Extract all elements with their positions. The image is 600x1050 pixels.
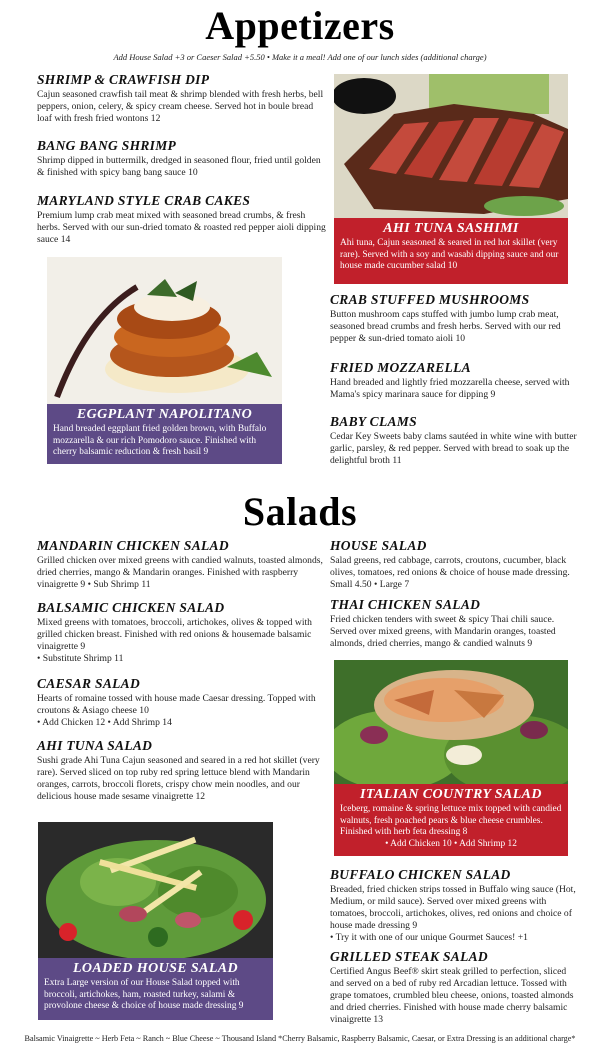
item-desc: Hand breaded and lightly fried mozzarella cheese, served with Mama's spicy marinara sauce for dipping 9: [330, 377, 570, 400]
item-name: BALSAMIC CHICKEN SALAD: [37, 600, 225, 615]
item-desc: Certified Angus Beef® skirt steak grilled to perfection, sliced and served on a bed of ruby red Arcadian lettuce. Tossed with grape tomatoes, crumbled bleu cheese, onions, toasted almonds and dried cherries. Finished with house made cherry balsamic vinaigrette 13: [330, 966, 574, 1025]
eggplant-photo: [47, 257, 282, 404]
item-desc: Hand breaded eggplant fried golden brown, with Buffalo mozzarella & our rich Pomodoro sauce. Finished with cherry balsamic reduction & fresh basil 9: [53, 424, 267, 457]
menu-item: [330, 867, 580, 944]
item-name: AHI TUNA SALAD: [37, 738, 153, 753]
loaded-salad-photo: [38, 822, 273, 958]
item-name: SHRIMP & CRAWFISH DIP: [37, 72, 210, 87]
eggplant-banner: [47, 404, 282, 464]
menu-item: [37, 600, 327, 665]
item-name: MANDARIN CHICKEN SALAD: [37, 538, 229, 553]
item-desc: Sushi grade Ahi Tuna Cajun seasoned and seared in a red hot skillet (very rare). Served sliced on top ruby red spring lettuce blend with Mandarin oranges, carrots, broccoli florets, crispy chow mein noodles, and our delicious house made sesame vinaigrette 12: [37, 755, 320, 802]
item-name: LOADED HOUSE SALAD: [72, 961, 239, 976]
item-addon: • Try it with one of our unique Gourmet Sauces! +1: [330, 932, 528, 943]
item-name: CAESAR SALAD: [37, 676, 141, 691]
item-desc: Hearts of romaine tossed with house made Caesar dressing. Topped with croutons & Asiago cheese 10: [37, 693, 316, 716]
item-desc: Shrimp dipped in buttermilk, dredged in seasoned flour, fried until golden & finished with spicy bang bang sauce 10: [37, 155, 321, 178]
appetizers-heading: Appetizers: [205, 3, 395, 48]
item-desc: Button mushroom caps stuffed with jumbo lump crab meat, seasoned bread crumbs and fresh herbs. Served with our red pepper & sun-dried tomato aioli 10: [330, 309, 561, 344]
item-desc: Mixed greens with tomatoes, broccoli, artichokes, olives & topped with grilled chicken breast. Finished with red onions & housemade balsamic vinaigrette 9: [37, 617, 312, 652]
item-name: HOUSE SALAD: [330, 538, 427, 553]
italian-salad-photo: [334, 660, 568, 784]
menu-item: [37, 193, 327, 246]
italian-salad-banner: [334, 784, 568, 856]
menu-item: [330, 360, 578, 401]
item-name: CRAB STUFFED MUSHROOMS: [330, 292, 530, 307]
loaded-salad-banner: [38, 958, 273, 1020]
ahi-tuna-photo: [334, 74, 568, 218]
menu-item: [330, 538, 578, 591]
item-name: MARYLAND STYLE CRAB CAKES: [37, 193, 251, 208]
item-desc: Ahi tuna, Cajun seasoned & seared in red hot skillet (very rare). Served with a soy and wasabi dipping sauce and our house made cucumber salad 10: [340, 238, 559, 271]
menu-item: [330, 949, 580, 1026]
item-desc: Fried chicken tenders with sweet & spicy Thai chili sauce. Served over mixed greens, with Mandarin oranges, toasted almonds, dried cherries, mango & candied walnuts 9: [330, 614, 556, 649]
item-name: EGGPLANT NAPOLITANO: [76, 407, 253, 422]
item-addon: • Substitute Shrimp 11: [37, 653, 124, 664]
menu-item: [330, 414, 578, 467]
item-desc: Iceberg, romaine & spring lettuce mix topped with candied walnuts, fresh poached pears & blue cheese crumbles. Finished with herb feta dressing 8: [340, 804, 562, 837]
item-desc: Premium lump crab meat mixed with seasoned bread crumbs, & fresh herbs. Served with our sun-dried tomato & roasted red pepper aioli dipping sauce 14: [37, 210, 326, 245]
item-addon: • Add Chicken 10 • Add Shrimp 12: [385, 838, 517, 849]
ahi-tuna-banner: [334, 218, 568, 284]
item-desc: Cajun seasoned crawfish tail meat & shrimp blended with fresh herbs, bell peppers, onion, celery, & spicy cream cheese. Served hot in boule bread loaf with fresh fried wontons 12: [37, 89, 324, 124]
item-name: BUFFALO CHICKEN SALAD: [330, 867, 511, 882]
item-desc: Salad greens, red cabbage, carrots, croutons, cucumber, black olives, tomatoes, red onions & choice of house made dressing. Small 4.50 • Large 7: [330, 555, 570, 590]
menu-item: [37, 738, 327, 803]
item-name: ITALIAN COUNTRY SALAD: [360, 787, 542, 802]
item-name: BABY CLAMS: [330, 414, 417, 429]
menu-item: [37, 138, 327, 179]
appetizers-note: Add House Salad +3 or Caeser Salad +5.50 • Make it a meal! Add one of our lunch sides (additional charge): [113, 52, 487, 62]
item-addon: • Add Chicken 12 • Add Shrimp 14: [37, 717, 172, 728]
item-desc: Grilled chicken over mixed greens with candied walnuts, toasted almonds, dried cherries, mango & Mandarin oranges. Finished with raspberry vinaigrette 9 • Sub Shrimp 11: [37, 555, 323, 590]
salads-heading: Salads: [242, 489, 358, 534]
item-name: THAI CHICKEN SALAD: [330, 597, 481, 612]
item-name: GRILLED STEAK SALAD: [330, 949, 488, 964]
item-name: FRIED MOZZARELLA: [330, 360, 471, 375]
menu-item: [37, 538, 327, 591]
menu-item: [37, 72, 327, 125]
item-name: AHI TUNA SASHIMI: [383, 221, 519, 236]
item-name: BANG BANG SHRIMP: [37, 138, 177, 153]
menu-item: [330, 292, 578, 345]
dressings-footer: Balsamic Vinaigrette ~ Herb Feta ~ Ranch ~ Blue Cheese ~ Thousand Island *Cherry Balsamic, Raspberry Balsamic, Caesar, or Extra Dressing is an additional charge*: [24, 1034, 576, 1043]
item-desc: Breaded, fried chicken strips tossed in Buffalo wing sauce (Hot, Medium, or mild sauce). Served over mixed greens with tomatoes, broccoli, artichokes, olives, red onions and choice of house made dressing 9: [330, 884, 576, 931]
item-desc: Cedar Key Sweets baby clams sautéed in white wine with butter garlic, parsley, & red pepper. Served with bread to soak up the delightful broth 11: [330, 431, 577, 466]
item-desc: Extra Large version of our House Salad topped with broccoli, artichokes, ham, roasted turkey, salami & provolone cheese & choice of house made dressing 9: [44, 978, 244, 1011]
menu-item: [330, 597, 578, 650]
menu-item: [37, 676, 327, 729]
